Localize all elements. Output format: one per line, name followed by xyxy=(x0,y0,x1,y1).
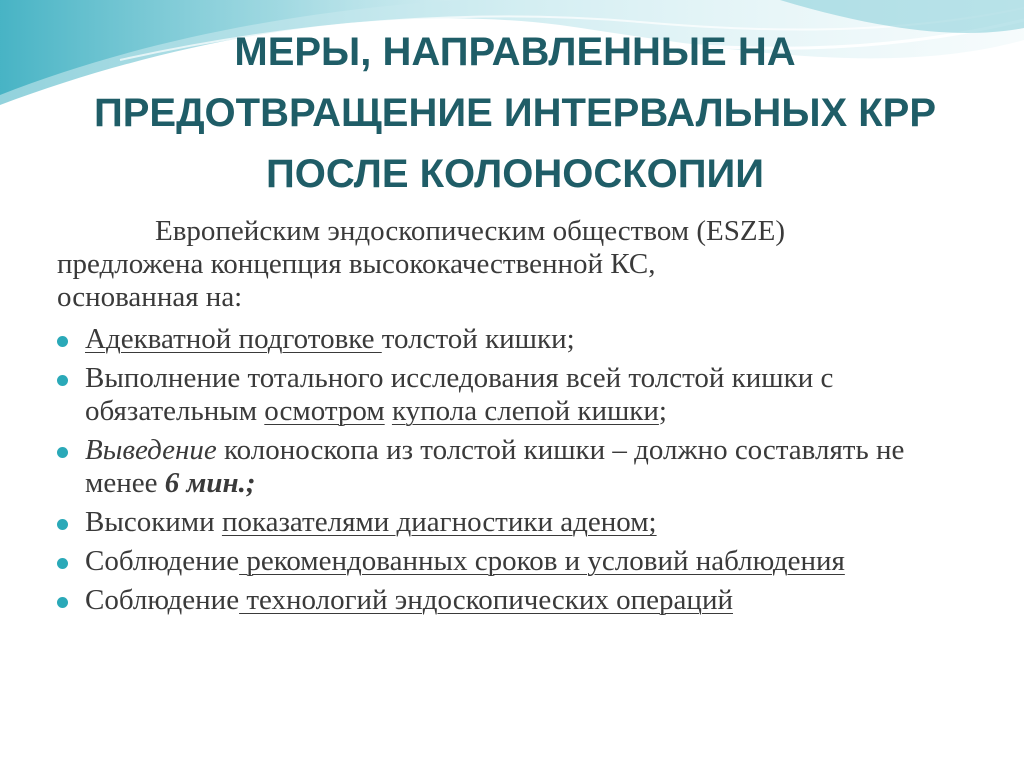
bullet-6-underlined: технологий эндоскопических операций xyxy=(239,584,733,616)
bullet-1-underlined: Адекватной подготовке xyxy=(85,323,382,355)
bullet-4-underlined: показателями диагностики аденом; xyxy=(221,506,657,538)
title-line-2: ПРЕДОТВРАЩЕНИЕ ИНТЕРВАЛЬНЫХ КРР xyxy=(93,91,937,135)
list-item xyxy=(57,434,977,500)
bullet-2-space xyxy=(385,395,392,427)
bullet-list xyxy=(57,323,977,623)
list-item xyxy=(57,584,977,617)
intro-paragraph xyxy=(57,215,977,314)
bullet-2-text: Выполнение тотального исследования всей толстой кишки с обязательным xyxy=(85,362,834,427)
list-item xyxy=(57,545,977,578)
bullet-dot-icon xyxy=(57,519,68,530)
title-line-3: ПОСЛЕ КОЛОНОСКОПИИ xyxy=(266,152,764,196)
slide-title xyxy=(60,22,970,205)
bullet-dot-icon xyxy=(57,336,68,347)
bullet-3-italic: Выведение xyxy=(85,434,217,466)
list-item xyxy=(57,506,977,539)
bullet-2-underlined-2: купола слепой кишки xyxy=(391,395,659,427)
bullet-3-bold-italic: 6 мин.; xyxy=(164,467,256,499)
list-item xyxy=(57,362,977,428)
bullet-1-text: толстой кишки; xyxy=(381,323,575,355)
intro-line-3: основанная на: xyxy=(57,281,243,313)
bullet-5-text: Соблюдение xyxy=(85,545,240,577)
list-item xyxy=(57,323,977,356)
title-line-1: МЕРЫ, НАПРАВЛЕННЫЕ НА xyxy=(234,30,796,74)
bullet-2-underlined-1: осмотром xyxy=(264,395,385,427)
bullet-3-text: колоноскопа из толстой кишки – должно составлять не менее xyxy=(85,434,905,499)
bullet-dot-icon xyxy=(57,375,68,386)
bullet-2-end: ; xyxy=(658,395,667,427)
intro-line-2: предложена концепция высококачественной КС, xyxy=(57,248,656,280)
bullet-4-text: Высокими xyxy=(85,506,222,538)
bullet-dot-icon xyxy=(57,597,68,608)
bullet-5-underlined: рекомендованных сроков и условий наблюдения xyxy=(239,545,845,577)
bullet-dot-icon xyxy=(57,447,68,458)
intro-line-1: Европейским эндоскопическим обществом (ESZE) xyxy=(155,215,785,247)
bullet-6-text: Соблюдение xyxy=(85,584,240,616)
bullet-dot-icon xyxy=(57,558,68,569)
